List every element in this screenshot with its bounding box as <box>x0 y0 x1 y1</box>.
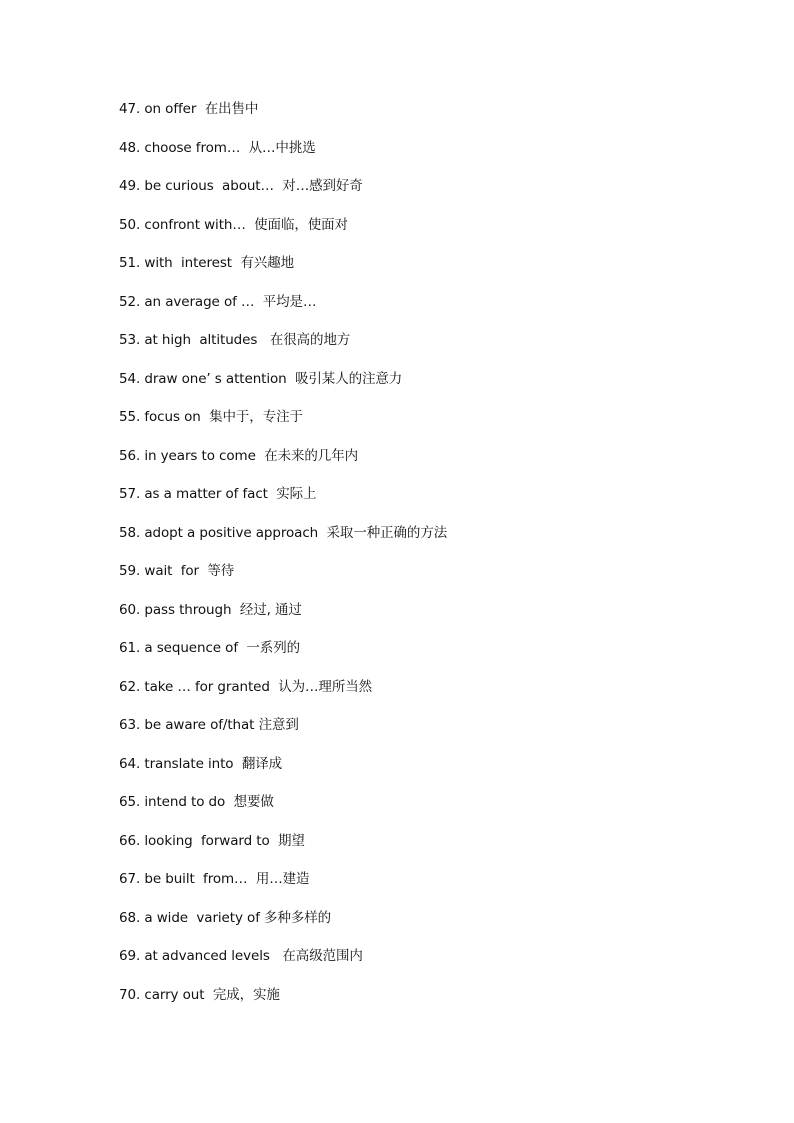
phrase-chinese: 等待 <box>207 563 235 579</box>
phrase-item <box>119 985 447 1024</box>
phrase-number: 65. <box>119 794 141 810</box>
phrase-english: choose from… <box>144 139 241 156</box>
phrase-chinese: 对…感到好奇 <box>282 178 363 194</box>
phrase-item <box>119 446 447 485</box>
phrase-english: as a matter of fact <box>144 486 268 502</box>
phrase-chinese: 集中于，专注于 <box>209 409 303 425</box>
phrase-chinese: 有兴趣地 <box>240 255 294 271</box>
phrase-chinese: 采取一种正确的方法 <box>326 524 448 541</box>
phrase-number: 52. <box>119 293 141 310</box>
phrase-english: intend to do <box>144 794 226 810</box>
phrase-item <box>119 561 447 600</box>
phrase-chinese: 注意到 <box>258 717 299 733</box>
phrase-number: 60. <box>119 601 141 618</box>
phrase-item <box>119 215 447 254</box>
phrase-english: confront with… <box>144 216 246 233</box>
phrase-number: 61. <box>119 640 141 656</box>
phrase-chinese: 在高级范围内 <box>282 948 363 964</box>
phrase-number: 62. <box>119 678 141 695</box>
phrase-number: 49. <box>119 178 141 194</box>
phrase-number: 54. <box>119 370 141 387</box>
phrase-english: on offer <box>144 101 197 117</box>
phrase-chinese: 平均是… <box>262 293 317 310</box>
phrase-item <box>119 484 447 523</box>
phrase-number: 68. <box>119 909 141 926</box>
phrase-number: 47. <box>119 101 141 117</box>
phrase-chinese: 想要做 <box>233 794 274 810</box>
phrase-item <box>119 869 447 908</box>
phrase-number: 57. <box>119 486 141 502</box>
phrase-chinese: 完成，实施 <box>212 986 280 1003</box>
phrase-chinese: 在未来的几年内 <box>264 447 359 464</box>
phrase-item <box>119 138 447 177</box>
phrase-item <box>119 523 447 562</box>
phrase-number: 48. <box>119 139 141 156</box>
phrase-item <box>119 715 447 754</box>
phrase-chinese: 吸引某人的注意力 <box>295 370 403 387</box>
phrase-item <box>119 176 447 215</box>
phrase-number: 70. <box>119 986 141 1003</box>
phrase-list <box>119 99 447 1023</box>
phrase-item <box>119 369 447 408</box>
phrase-number: 63. <box>119 717 141 733</box>
phrase-english: in years to come <box>144 447 256 464</box>
phrase-item <box>119 292 447 331</box>
phrase-english: at high altitudes <box>144 332 258 348</box>
phrase-chinese: 实际上 <box>276 486 317 502</box>
phrase-chinese: 多种多样的 <box>264 909 332 926</box>
phrase-english: a wide variety of <box>144 909 260 926</box>
phrase-item <box>119 330 447 369</box>
phrase-english: looking forward to <box>144 832 270 849</box>
phrase-english: be built from… <box>144 871 248 887</box>
phrase-english: take … for granted <box>144 678 270 695</box>
phrase-number: 69. <box>119 948 141 964</box>
phrase-english: focus on <box>144 409 201 425</box>
phrase-number: 59. <box>119 563 141 579</box>
phrase-number: 64. <box>119 755 141 772</box>
phrase-english: an average of … <box>144 293 255 310</box>
phrase-item <box>119 792 447 831</box>
phrase-chinese: 在出售中 <box>204 101 259 117</box>
phrase-item <box>119 831 447 870</box>
phrase-number: 66. <box>119 832 141 849</box>
phrase-item <box>119 600 447 639</box>
phrase-english: pass through <box>144 601 232 618</box>
phrase-number: 55. <box>119 409 141 425</box>
phrase-chinese: 经过, 通过 <box>239 601 302 618</box>
phrase-chinese: 使面临，使面对 <box>254 216 348 233</box>
phrase-number: 50. <box>119 216 141 233</box>
phrase-item <box>119 253 447 292</box>
phrase-chinese: 一系列的 <box>246 640 300 656</box>
phrase-chinese: 从…中挑选 <box>248 139 316 156</box>
phrase-chinese: 用…建造 <box>255 871 310 887</box>
phrase-number: 58. <box>119 524 141 541</box>
phrase-chinese: 期望 <box>278 832 305 849</box>
phrase-english: draw one’ s attention <box>144 370 287 387</box>
phrase-english: wait for <box>144 563 199 579</box>
phrase-chinese: 在很高的地方 <box>269 332 351 348</box>
phrase-item <box>119 677 447 716</box>
phrase-english: a sequence of <box>144 640 238 656</box>
phrase-item <box>119 407 447 446</box>
phrase-item <box>119 908 447 947</box>
phrase-item <box>119 638 447 677</box>
phrase-english: be aware of/that <box>144 717 255 733</box>
phrase-number: 56. <box>119 447 141 464</box>
phrase-english: at advanced levels <box>144 948 270 964</box>
phrase-english: adopt a positive approach <box>144 524 319 541</box>
phrase-english: be curious about… <box>144 178 274 194</box>
phrase-english: carry out <box>144 986 205 1003</box>
phrase-chinese: 认为…理所当然 <box>278 678 373 695</box>
phrase-chinese: 翻译成 <box>241 755 283 772</box>
phrase-number: 51. <box>119 255 141 271</box>
phrase-item <box>119 946 447 985</box>
phrase-english: with interest <box>144 255 232 271</box>
phrase-number: 53. <box>119 332 141 348</box>
phrase-number: 67. <box>119 871 141 887</box>
phrase-item <box>119 99 447 138</box>
phrase-english: translate into <box>144 755 234 772</box>
phrase-item <box>119 754 447 793</box>
